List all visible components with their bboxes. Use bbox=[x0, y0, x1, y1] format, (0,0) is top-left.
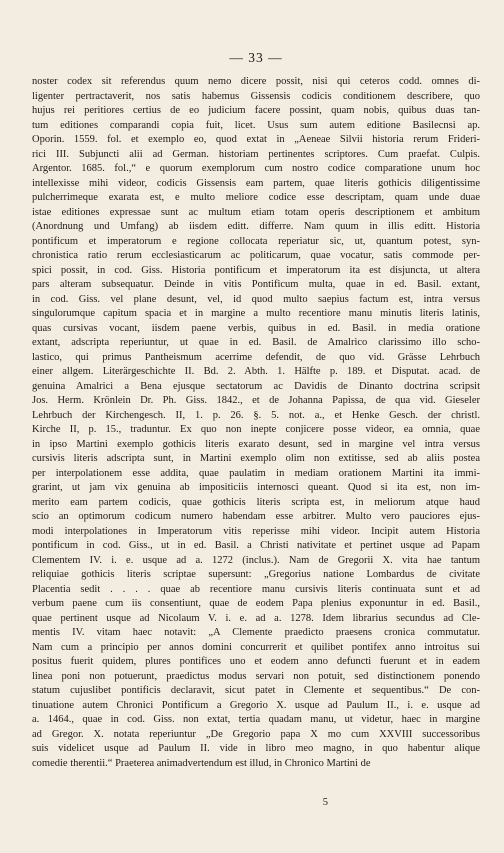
text-line: in ipso Martini exemplo gothicis literis exarato desunt, sed in margine vel intra versus bbox=[32, 438, 480, 450]
text-line: pulcherrimeque exarata est, e multo meliore codice esse descriptam, quam unde duae bbox=[32, 192, 480, 203]
text-line: merito eam partem codicis, quae gothicis literis scripta est, in meliorum atque haud bbox=[32, 496, 480, 508]
text-line: Lehrbuch der Kirchengesch. II, 1. p. 26. §. 5. not. a., et Henke Gesch. der christl. bbox=[32, 409, 480, 421]
signature-mark: 5 bbox=[322, 797, 328, 808]
text-line: suis videlicet usque ad Paulum II. vide in libro meo magno, in quo habentur alique bbox=[32, 743, 480, 754]
text-line: statum cujuslibet pontificis declaravit, sicut patet in Clemente et sequentibus.“ De con- bbox=[32, 685, 480, 696]
text-line: (Anordnung und Umfang) ab iisdem editt. differre. Nam quum in illis editt. Historia bbox=[32, 221, 480, 232]
text-line: hujus rei peritiores certius de eo judicium facere possint, quam nobis, quibus duas tan- bbox=[32, 105, 480, 116]
page-header: — 33 — bbox=[229, 50, 283, 65]
text-line: lastico, qui primus Pantheismum acerrime defendit, de quo vid. Grässe Lehrbuch bbox=[32, 351, 480, 363]
text-line: reliquiae gothicis literis scriptae supersunt: „Gregorius natione Lombardus de civitate bbox=[32, 569, 480, 580]
text-line: genuina Amalrici a Bena ejusque sectatorum ac Davidis de Dinanto doctrina scripsit bbox=[32, 380, 480, 392]
text-line: pontificum et imperatorum e regione collocata reperiatur sic, ut, quantum potest, syn- bbox=[32, 235, 480, 247]
text-line: einer allgem. Literärgeschichte II. Bd. 2. Abth. 1. Hälfte p. 189. et Disputat. acad. de bbox=[32, 366, 480, 377]
text-line: Kirche II, p. 15., traduntur. Ex quo non inepte conjicere posse videor, ea omnia, quae bbox=[32, 424, 480, 435]
text-line: modi interpolationes in Imperatorum vitis reperisse mihi videor. Incipit autem Historia bbox=[32, 525, 480, 537]
text-line: mentis IV. vitam haec notavit: „A Clemente praedicto praesens cronica commutatur. bbox=[32, 627, 480, 638]
text-line: per interpolationem esse addita, quae paulatim in mediam orationem Martini ita immi- bbox=[32, 467, 480, 479]
text-line: spici possit, in cod. Giss. Historia pontificum et imperatorum ita est disjuncta, ut altera bbox=[32, 264, 480, 276]
text-line: Jos. Herm. Krönlein Dr. Ph. Giss. 1842., et de Johanna Papissa, de qua vid. Gieseler bbox=[32, 395, 480, 406]
text-line: Placentia sedit . . . . quae ab recentiore manu cursivis literis continuata sunt et ad bbox=[32, 583, 480, 595]
body-text bbox=[32, 75, 480, 771]
text-line: verbum paene cum iis consentiunt, quae de eodem Papa plenius exponuntur in ed. Basil., bbox=[32, 598, 480, 609]
text-line: noster codex sit referendus quum nemo dicere possit, nisi qui ceteros codd. omnes di- bbox=[32, 76, 480, 87]
text-line: pontificum in cod. Giss., ut in ed. Basil. a Christi nativitate et pertinet usque ad Papam bbox=[32, 540, 480, 551]
text-line: Clementem IV. i. e. usque ad a. 1272 (inclus.). Nam de Gregorii X. vita hae tantum bbox=[32, 554, 480, 566]
text-line: linea poni non potuerunt, praedictus modus servari non potuit, sed distinctionem ponendo bbox=[32, 670, 480, 682]
text-line: Nam cum a principio per annos domini concurrerit et quilibet pontifex anno introitus sui bbox=[32, 641, 480, 653]
text-line: extant, adscripta reperiuntur, ut quae in ed. Basil. de Amalrico clarissimo illo scho- bbox=[32, 337, 480, 348]
text-line: rici III. Subjuncti alii ad German. historiam pertinentes scriptores. Cum praefat. Culpis. bbox=[32, 148, 480, 160]
text-line: positus fuerit quidem, plures pontifices uno et eodem anno defuncti fuerunt et in eadem bbox=[32, 656, 480, 667]
text-line: Argentor. 1685. fol.,“ e quorum exemplorum cum nostro codice comparatione unum hoc bbox=[32, 163, 480, 174]
text-line: tum editiones comparandi copia fuit, licet. Usus sum autem editione Basilecnsi ap. bbox=[32, 119, 480, 131]
text-line: ligenter pertractaverit, nos satis habemus Gissensis codicis conditionem describere, quo bbox=[32, 90, 480, 102]
text-line: quae pertinent usque ad Nicolaum V. i. e. ad a. 1278. Idem librarius secundus ad Cle- bbox=[32, 612, 480, 624]
text-line: scio an optimorum codicum numero habendam esse arbitrer. Multo vero pauciores ejus- bbox=[32, 511, 480, 522]
text-line: cursivis literis adscripta sunt, in Martini exemplo olim non extitisse, sed ab aliis postea bbox=[32, 453, 480, 464]
text-line: singulorumque capitum spacia et in margine a multo recentiore manu minutis literis latinis, bbox=[32, 308, 480, 319]
text-line: quas cursivas vocant, iisdem paene verbis, quibus in ed. Basil. in media oratione bbox=[32, 322, 480, 334]
text-line: Oporin. 1559. fol. et exemplo eo, quod extat in „Aeneae Silvii historia rerum Frideri- bbox=[32, 134, 480, 145]
text-line: ad Gregor. X. notata reperiuntur „De Gregorio papa X mo cum XXVIII successoribus bbox=[32, 728, 480, 740]
text-line: grarint, ut jam vix genuina ab impositiciis internosci queant. Quod si ita est, non im- bbox=[32, 482, 480, 493]
text-line: a. 1464., quae in cod. Giss. non extat, tertia quadam manu, ut videtur, haec in margine bbox=[32, 714, 480, 725]
text-line: istae editiones expressae sunt ac multum etiam totam operis descriptionem et ambitum bbox=[32, 206, 480, 218]
text-line: pars alteram subsequatur. Deinde in vitis Pontificum multa, quae in ed. Basil. extant, bbox=[32, 279, 480, 290]
text-line: chronistica ratio rerum ecclesiasticarum ac politicarum, quae vocatur, satis commode per- bbox=[32, 250, 480, 261]
text-line: tinuatione autem Chronici Pontificum a Gregorio X. usque ad Paulum II., i. e. usque ad bbox=[32, 699, 480, 711]
text-line: intellexisse mihi videor, codicis Gissensis eam partem, quae literis gothicis diligentissime bbox=[32, 177, 480, 189]
text-line: in cod. Giss. vel plane desunt, vel, id quod multo saepius factum est, intra versus bbox=[32, 293, 480, 305]
page-body bbox=[32, 50, 480, 771]
text-line: comedie therentii.“ Praeterea animadvertendum est illud, in Chronico Martini de bbox=[32, 757, 371, 769]
